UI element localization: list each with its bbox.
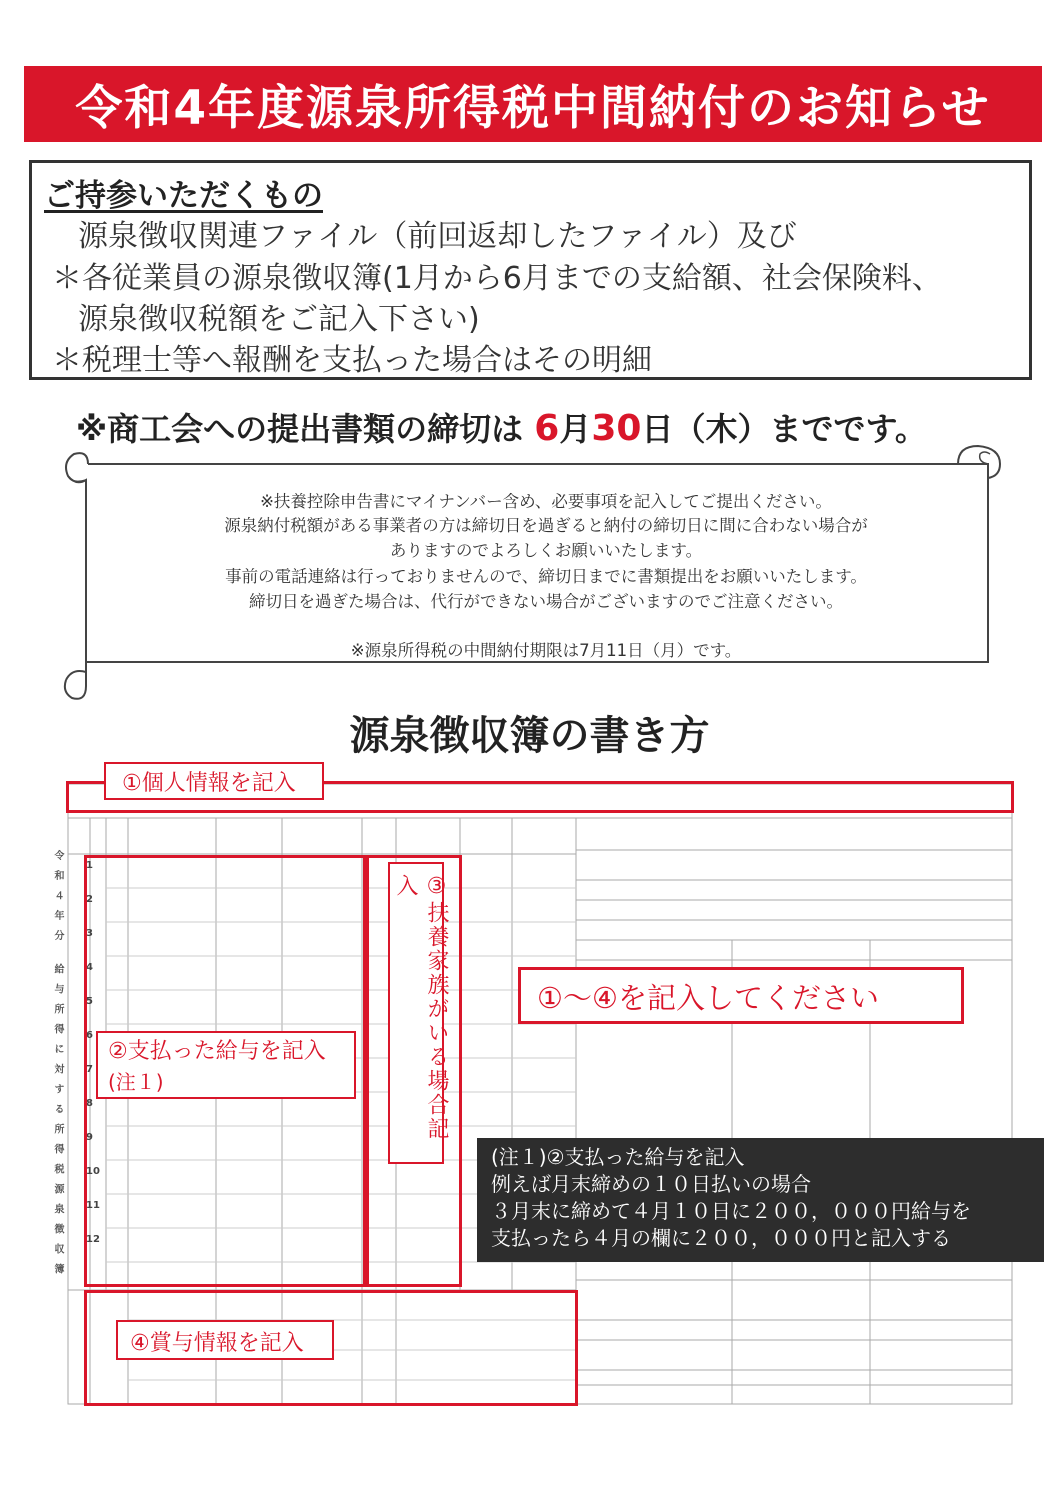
note-line: 例えば月末締めの１０日払いの場合 — [491, 1172, 811, 1196]
month-number: 11 — [86, 1200, 100, 1211]
items-heading: ご持参いただくもの — [44, 178, 323, 214]
label-salary-line1: ②支払った給与を記入 — [108, 1039, 326, 1064]
month-number: 4 — [86, 962, 93, 973]
note-line: (注１)②支払った給与を記入 — [491, 1145, 745, 1169]
item-line: 源泉徴収税額をご記入下さい) — [78, 302, 480, 337]
label-fill-all: ①〜④を記入してください — [518, 967, 964, 1024]
month-number: 12 — [86, 1234, 100, 1245]
section-heading: 源泉徴収簿の書き方 — [349, 713, 710, 759]
item-line: ＊税理士等へ報酬を支払った場合はその明細 — [52, 343, 652, 378]
month-number: 5 — [86, 996, 93, 1007]
note-line: ３月末に締めて４月１０日に２００，０００円給与を — [491, 1199, 971, 1223]
notice-line: ※源泉所得税の中間納付期限は7月11日（月）です。 — [350, 641, 742, 660]
deadline-month: 6 — [534, 408, 560, 449]
notice-line: ※扶養控除申告書にマイナンバー含め、必要事項を記入してご提出ください。 — [260, 492, 832, 511]
month-number: 6 — [86, 1030, 93, 1041]
label-bonus: ④賞与情報を記入 — [116, 1320, 334, 1360]
month-number: 3 — [86, 928, 93, 939]
title-banner — [24, 66, 1042, 142]
month-number: 2 — [86, 894, 93, 905]
label-dependents-box — [388, 862, 449, 1164]
label-salary — [96, 1031, 356, 1099]
label-dependents: ③扶養家族がいる場合記入 — [393, 874, 449, 1141]
notice-line: ありますのでよろしくお願いいたします。 — [389, 541, 703, 560]
deadline-prefix: ※商工会への提出書類の締切は — [76, 410, 524, 448]
notice-line: 事前の電話連絡は行っておりませんので、締切日までに書類提出をお願いいたします。 — [225, 567, 867, 586]
month-number: 7 — [86, 1064, 93, 1075]
label-personal-info: ①個人情報を記入 — [104, 762, 324, 800]
form-side-label: 令和４年分 給与所得に対する所得税源泉徴収簿 — [52, 850, 63, 1284]
page-title: 令和4年度源泉所得税中間納付のお知らせ — [75, 80, 991, 136]
note-line: 支払ったら４月の欄に２００，０００円と記入する — [491, 1226, 951, 1250]
month-number: 10 — [86, 1166, 100, 1177]
month-number: 9 — [86, 1132, 93, 1143]
deadline-suffix: 日（木）までです。 — [641, 410, 927, 448]
deadline-month-unit: 月 — [559, 410, 592, 448]
deadline-day: 30 — [591, 408, 642, 449]
item-line: 源泉徴収関連ファイル（前回返却したファイル）及び — [78, 219, 797, 254]
label-salary-line2: (注１) — [108, 1070, 164, 1094]
note-box — [477, 1138, 1044, 1262]
month-number: 1 — [86, 860, 93, 871]
item-line: ＊各従業員の源泉徴収簿(1月から6月までの支給額、社会保険料、 — [52, 261, 942, 296]
month-number: 8 — [86, 1098, 93, 1109]
notice-line: 締切日を過ぎた場合は、代行ができない場合がございますのでご注意ください。 — [249, 592, 843, 611]
notice-line: 源泉納付税額がある事業者の方は締切日を過ぎると納付の締切日に間に合わない場合が — [224, 516, 868, 535]
